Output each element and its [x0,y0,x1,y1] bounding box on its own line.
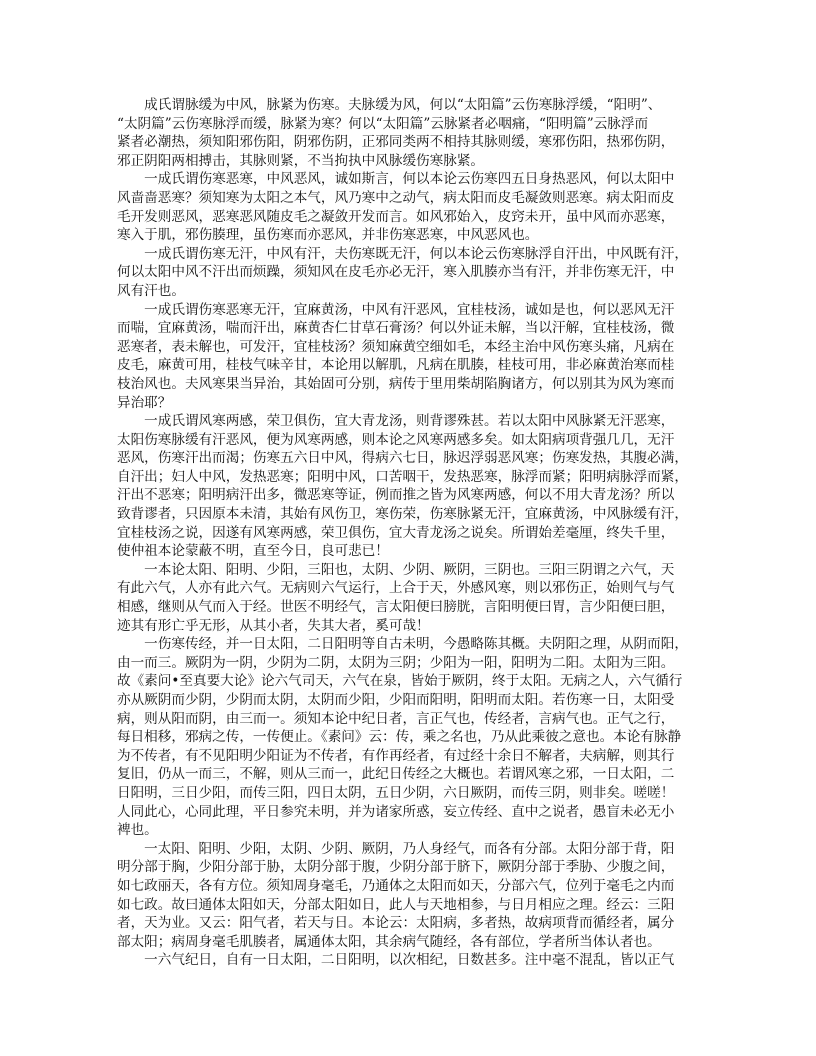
text-line: 风啬啬恶寒？须知寒为太阳之本气，风乃寒中之动气，病太阳而皮毛凝敛则恶寒。病太阳而皮 [117,189,675,206]
text-line: 如七政。故曰通体太阳如天，分部太阳如日，此人与天地相参，与日月相应之理。经云：三阳 [117,896,675,913]
text-line: 异治耶？ [117,394,172,411]
text-line: 由一而三。厥阴为一阴，少阴为二阴，太阴为三阴；少阳为一阳，阳明为二阳。太阳为三阳。 [117,654,675,671]
text-line: “太阴篇”云伤寒脉浮而缓，脉紧为寒？何以“太阳篇”云脉紧者必咽痛，“阳明篇”云脉浮而 [117,115,649,132]
text-line: 一成氏谓风寒两感，荣卫俱伤，宜大青龙汤，则背谬殊甚。若以太阳中风脉紧无汗恶寒， [117,413,675,430]
text-line: 枝治风也。夫风寒果当异治，其始固可分别，病传于里用柴胡陷胸诸方，何以别其为风为寒而 [117,375,675,392]
paragraph-pulse-slow-tight [117,96,699,170]
text-line: 者，天为业。又云：阳气者，若天与日。本论云：太阳病，多者热，故病项背而循经者，属分 [117,915,675,932]
text-line: 成氏谓脉缓为中风，脉紧为伤寒。夫脉缓为风，何以“太阳篇”云伤寒脉浮缓，“阳明”、 [117,97,662,113]
text-line: 复旧，仍从一而三，不解，则从三而一，此纪日传经之大概也。若谓风寒之邪，一日太阳，二 [117,766,675,783]
text-line: 自汗出；妇人中风，发热恶寒；阳明中风，口苦咽干，发热恶寒，脉浮而紧；阳明病脉浮而紧， [117,468,688,485]
text-line: 裨也。 [117,822,158,839]
text-line: 邪正阴阳两相搏击，其脉则紧，不当拘执中风脉缓伤寒脉紧。 [117,152,485,169]
text-line: 毛开发则恶风，恶寒恶风随皮毛之凝敛开发而言。如风邪始入，皮窍未开，虽中风而亦恶寒， [117,208,675,225]
text-line: 每日相移，邪病之传，一传便止。《素问》云：传，乘之名也，乃从此乘彼之意也。本论有脉静 [117,729,682,746]
text-line: 明分部于胸，少阳分部于胁，太阴分部于腹，少阴分部于脐下，厥阴分部于季胁、少腹之间， [117,859,675,876]
text-line: 有此六气，人亦有此六气。无病则六气运行，上合于天，外感风寒，则以邪伤正，始则气与气 [117,580,675,597]
text-line: 致背谬者，只因原本未清，其始有风伤卫，寒伤荣，伤寒脉紧无汗，宜麻黄汤，中风脉缓有汗， [117,506,688,523]
paragraph-sweating [117,245,699,301]
text-line: 一本论太阳、阳明、少阳，三阳也，太阴、少阴、厥阴，三阴也。三阳三阴谓之六气，天 [117,561,675,578]
text-line: 亦从厥阴而少阴，少阴而太阴，太阴而少阳，少阳而阳明，阳明而太阳。若伤寒一日，太阳受 [117,692,675,708]
text-line: 而喘，宜麻黄汤，喘而汗出，麻黄杏仁甘草石膏汤？何以外证未解，当以汗解，宜桂枝汤，微 [117,320,675,337]
text-line: 如七政丽天，各有方位。须知周身毫毛，乃通体之太阳而如天，分部六气，位列于毫毛之内而 [117,877,675,894]
text-line: 皮毛，麻黄可用，桂枝气味辛甘，本论用以解肌，凡病在肌腠，桂枝可用，非必麻黄治寒而桂 [117,357,675,374]
text-line: 一六气纪日，自有一日太阳，二日阳明，以次相纪，日数甚多。注中毫不混乱，皆以正气 [117,952,675,969]
text-line: 一成氏谓伤寒恶寒无汗，宜麻黄汤，中风有汗恶风，宜桂枝汤，诚如是也，何以恶风无汗 [117,301,675,318]
text-line: 风有汗也。 [117,282,185,299]
text-line: 使仲祖本论蒙蔽不明，直至今日，良可悲已！ [117,543,389,560]
document-page [117,96,699,970]
paragraph-dual-affliction [117,412,699,561]
text-line: 恶寒者，表未解也，可发汗，宜桂枝汤？须知麻黄空细如毛，本经主治中风伤寒头痛，凡病在 [117,338,675,355]
paragraph-aversion-cold-wind [117,170,699,244]
text-line: 汗出不恶寒；阳明病汗出多，微恶寒等证，例而推之皆为风寒两感，何以不用大青龙汤？所以 [117,487,675,504]
text-line: 恶风，伤寒汗出而渴；伤寒五六日中风，得病六七日，脉迟浮弱恶风寒；伤寒发热，其腹必满， [117,450,688,467]
text-line: 一成氏谓伤寒恶寒，中风恶风，诚如斯言，何以本论云伤寒四五日身热恶风，何以太阳中 [117,171,675,188]
text-line: 何以太阳中风不汗出而烦躁，须知风在皮毛亦必无汗，寒入肌腠亦当有汗，并非伤寒无汗，中 [117,264,675,281]
text-line: 迹其有形亡乎无形，从其小者，失其大者，奚可哉！ [117,617,430,634]
paragraph-mahuang-guizhi [117,301,699,413]
text-line: 为不传者，有不见阳明少阳证为不传者，有作再经者，有过经十余日不解者，夫病解，则其行 [117,747,675,764]
text-line: 相感，继则从气而入于经。世医不明经气，言太阳便曰膀胱，言阳明便曰胃，言少阳便曰胆， [117,599,675,616]
paragraph-six-qi [117,561,699,635]
text-line: 人同此心，心同此理，平日参究未明，并为诸家所惑，妄立传经、直中之说者，愚盲未必无小 [117,803,675,820]
text-line: 日阳明，三日少阳，而传三阳，四日太阴，五日少阴，六日厥阴，而传三阴，则非矣。嗟嗟！ [117,784,675,801]
text-line: 故《素问•至真要大论》论六气司天，六气在泉，皆始于厥阴，终于太阳。无病之人，六气循行 [117,673,683,690]
text-line: 病，则从阳而阴，由三而一。须知本论中纪日者，言正气也，传经者，言病气也。正气之行， [117,710,675,727]
text-line: 太阳伤寒脉缓有汗恶风，便为风寒两感，则本论之风寒两感多矣。如太阳病项背强几几，无汗 [117,431,675,448]
paragraph-channel-transmission [117,635,699,840]
text-line: 部太阳；病周身毫毛肌腠者，属通体太阳，其余病气随经，各有部位，学者所当体认者也。 [117,933,661,950]
paragraph-body-regions [117,840,699,952]
text-line: 宜桂枝汤之说，因遂有风寒两感，荣卫俱伤，宜大青龙汤之说矣。所谓始差毫厘，终失千里， [117,524,675,541]
text-line: 一成氏谓伤寒无汗，中风有汗，夫伤寒既无汗，何以本论云伤寒脉浮自汗出，中风既有汗， [117,245,688,262]
paragraph-day-count [117,951,699,970]
text-line: 一伤寒传经，并一日太阳，二日阳明等自古未明，今愚略陈其概。夫阴阳之理，从阴而阳， [117,636,688,653]
text-line: 紧者必潮热，须知阳邪伤阳，阴邪伤阴，正邪同类两不相持其脉则缓，寒邪伤阳，热邪伤阴， [117,134,675,151]
text-line: 一太阳、阳明、少阳，太阴、少阴、厥阴，乃人身经气，而各有分部。太阳分部于背，阳 [117,840,675,857]
text-line: 寒入于肌，邪伤腠理，虽伤寒而亦恶风，并非伤寒恶寒，中风恶风也。 [117,227,539,244]
